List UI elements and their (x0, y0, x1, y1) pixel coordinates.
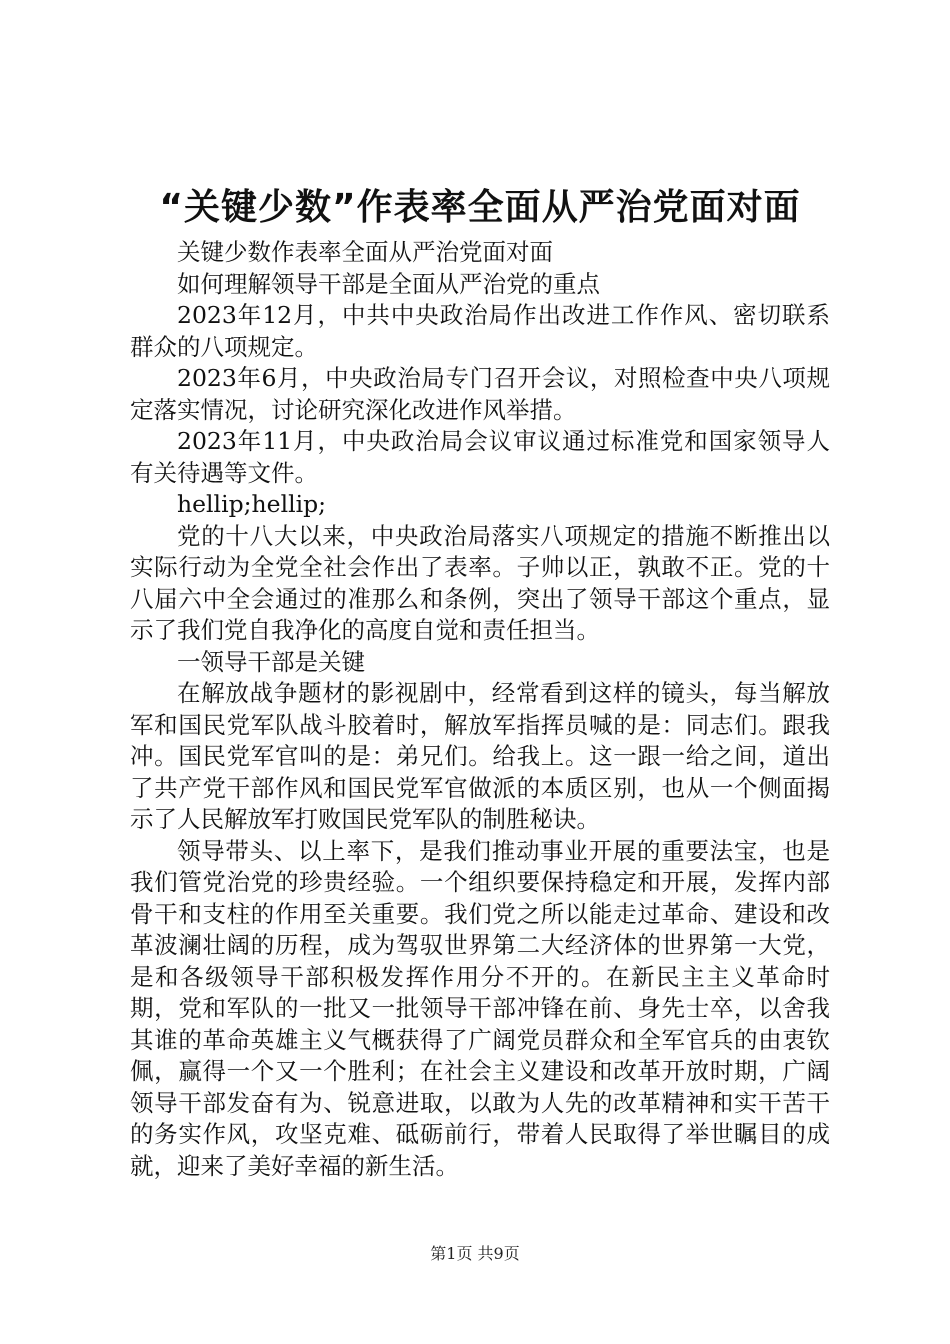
paragraph: 党的十八大以来，中央政治局落实八项规定的措施不断推出以实际行动为全党全社会作出了表率。子帅以正，孰敢不正。党的十八届六中全会通过的准那么和条例，突出了领导干部这个重点，显示了我们党自我净化的高度自觉和责任担当。 (130, 521, 830, 644)
paragraph: 2023年6月，中央政治局专门召开会议，对照检查中央八项规定落实情况，讨论研究深化改进作风举措。 (130, 364, 830, 424)
paragraph-subtitle: 关键少数作表率全面从严治党面对面 (177, 238, 553, 266)
paragraph: 2023年12月，中共中央政治局作出改进工作作风、密切联系群众的八项规定。 (130, 301, 830, 361)
document-body (130, 237, 830, 1182)
paragraph: hellip;hellip; (177, 490, 327, 518)
paragraph-question: 如何理解领导干部是全面从严治党的重点 (177, 269, 600, 298)
paragraph: 领导带头、以上率下，是我们推动事业开展的重要法宝，也是我们管党治党的珍贵经验。一个组织要保持稳定和开展，发挥内部骨干和支柱的作用至关重要。我们党之所以能走过革命、建设和改革波澜壮阔的历程，成为驾驭世界第二大经济体的世界第一大党，是和各级领导干部积极发挥作用分不开的。在新民主主义革命时期，党和军队的一批又一批领导干部冲锋在前、身先士卒，以舍我其谁的革命英雄主义气概获得了广阔党员群众和全军官兵的由衷钦佩，赢得一个又一个胜利；在社会主义建设和改革开放时期，广阔领导干部发奋有为、锐意进取，以敢为人先的改革精神和实干苦干的务实作风，攻坚克难、砥砺前行，带着人民取得了举世瞩目的成就，迎来了美好幸福的新生活。 (130, 836, 830, 1180)
paragraph: 在解放战争题材的影视剧中，经常看到这样的镜头，每当解放军和国民党军队战斗胶着时，解放军指挥员喊的是：同志们。跟我冲。国民党军官叫的是：弟兄们。给我上。这一跟一给之间，道出了共产党干部作风和国民党军官做派的本质区别，也从一个侧面揭示了人民解放军打败国民党军队的制胜秘诀。 (130, 679, 830, 833)
document-title: “关键少数”作表率全面从严治党面对面 (159, 187, 801, 228)
paragraph: 2023年11月，中央政治局会议审议通过标准党和国家领导人有关待遇等文件。 (130, 427, 830, 487)
page-number-footer: 第1页 共9页 (430, 1244, 520, 1263)
section-heading: 一领导干部是关键 (177, 647, 365, 676)
